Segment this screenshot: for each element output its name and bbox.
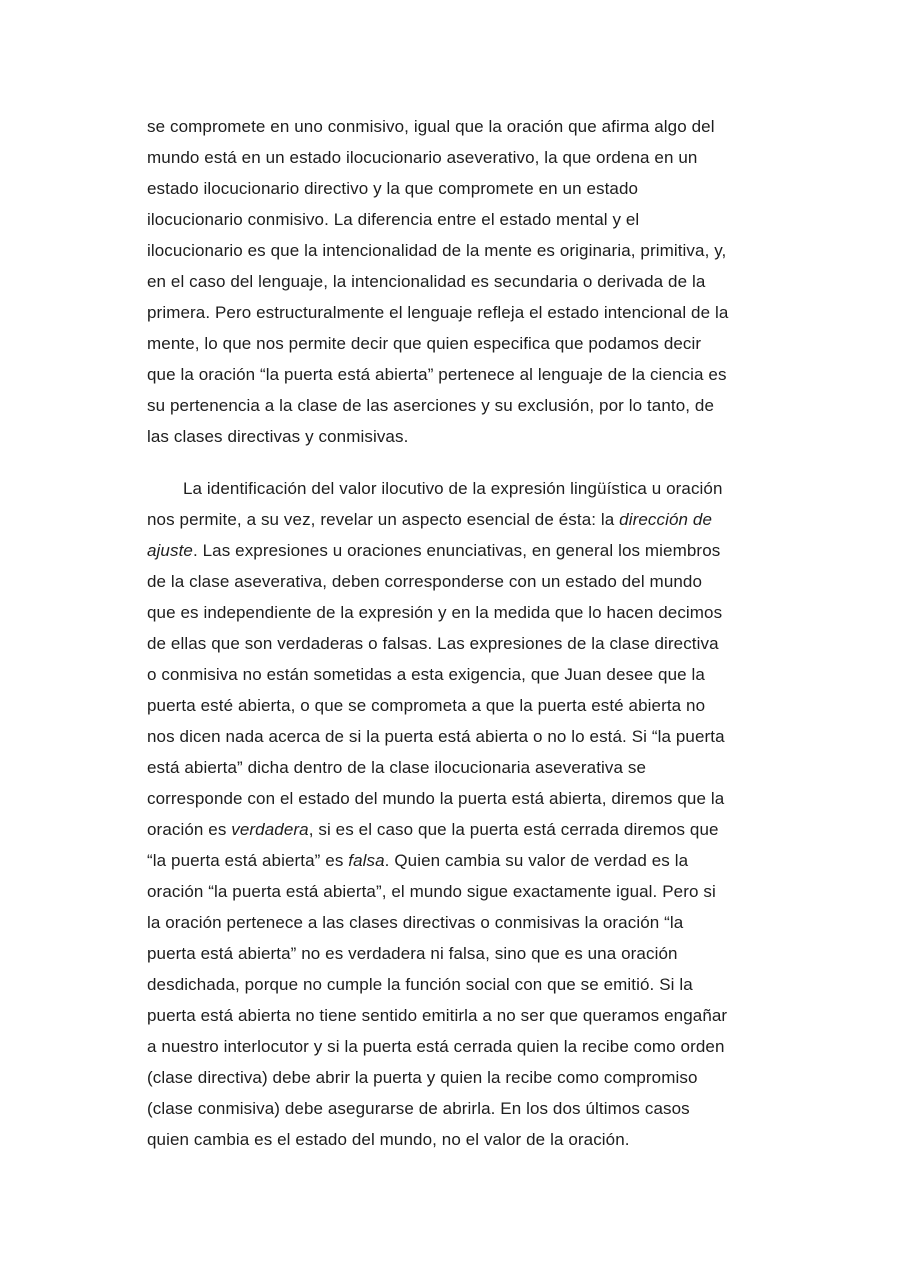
text-line xyxy=(147,535,807,566)
text-line xyxy=(147,938,807,969)
text-segment: puerta está abierta” no es verdadera ni falsa, sino que es una oración xyxy=(147,944,678,963)
text-line xyxy=(147,1062,807,1093)
text-segment: se compromete en uno conmisivo, igual que la oración que afirma algo del xyxy=(147,117,715,136)
text-segment: . Las expresiones u oraciones enunciativas, en general los miembros xyxy=(192,541,721,560)
text-segment: corresponde con el estado del mundo la puerta está abierta, diremos que la xyxy=(147,789,725,808)
text-segment: estado ilocucionario directivo y la que compromete en un estado xyxy=(147,179,639,198)
text-segment: desdichada, porque no cumple la función social con que se emitió. Si la xyxy=(147,975,693,994)
paragraph-2 xyxy=(147,473,807,1155)
text-line xyxy=(147,204,807,235)
text-segment: primera. Pero estructuralmente el lenguaje refleja el estado intencional de la xyxy=(147,303,729,322)
text-line xyxy=(147,111,807,142)
text-line xyxy=(147,783,807,814)
text-line xyxy=(147,421,807,452)
text-segment: de la clase aseverativa, deben corresponderse con un estado del mundo xyxy=(147,572,703,591)
text-line xyxy=(147,597,807,628)
text-segment: las clases directivas y conmisivas. xyxy=(147,427,409,446)
text-segment: La identificación del valor ilocutivo de la expresión lingüística u oración xyxy=(183,479,723,498)
text-line xyxy=(147,566,807,597)
text-segment: puerta esté abierta, o que se comprometa a que la puerta esté abierta no xyxy=(147,696,706,715)
text-segment: oración es xyxy=(147,820,232,839)
text-line xyxy=(147,173,807,204)
text-segment: la oración pertenece a las clases directivas o conmisivas la oración “la xyxy=(147,913,684,932)
text-line xyxy=(147,628,807,659)
text-line xyxy=(147,297,807,328)
text-line xyxy=(147,359,807,390)
text-line xyxy=(147,266,807,297)
text-line xyxy=(147,235,807,266)
text-line xyxy=(147,1000,807,1031)
text-line xyxy=(147,1124,807,1155)
text-line xyxy=(147,845,807,876)
text-segment: de ellas que son verdaderas o falsas. Las expresiones de la clase directiva xyxy=(147,634,719,653)
text-segment: está abierta” dicha dentro de la clase ilocucionaria aseverativa se xyxy=(147,758,647,777)
text-segment: nos dicen nada acerca de si la puerta está abierta o no lo está. Si “la puerta xyxy=(147,727,725,746)
text-segment: puerta está abierta no tiene sentido emitirla a no ser que queramos engañar xyxy=(147,1006,728,1025)
text-line xyxy=(147,142,807,173)
text-line xyxy=(147,814,807,845)
text-segment: que la oración “la puerta está abierta” pertenece al lenguaje de la ciencia es xyxy=(147,365,727,384)
text-line xyxy=(147,473,807,504)
text-line xyxy=(147,1093,807,1124)
text-segment: . Quien cambia su valor de verdad es la xyxy=(384,851,689,870)
text-segment: oración “la puerta está abierta”, el mundo sigue exactamente igual. Pero si xyxy=(147,882,716,901)
italic-text-segment: verdadera xyxy=(231,820,309,839)
text-segment: mente, lo que nos permite decir que quien especifica que podamos decir xyxy=(147,334,702,353)
text-segment: su pertenencia a la clase de las aserciones y su exclusión, por lo tanto, de xyxy=(147,396,715,415)
text-segment: a nuestro interlocutor y si la puerta está cerrada quien la recibe como orden xyxy=(147,1037,725,1056)
text-line xyxy=(147,659,807,690)
text-segment: nos permite, a su vez, revelar un aspecto esencial de ésta: la xyxy=(147,510,620,529)
text-line xyxy=(147,328,807,359)
text-segment: ilocucionario conmisivo. La diferencia entre el estado mental y el xyxy=(147,210,640,229)
text-segment: (clase conmisiva) debe asegurarse de abrirla. En los dos últimos casos xyxy=(147,1099,690,1118)
text-segment: ilocucionario es que la intencionalidad de la mente es originaria, primitiva, y, xyxy=(147,241,727,260)
text-segment: (clase directiva) debe abrir la puerta y quien la recibe como compromiso xyxy=(147,1068,698,1087)
italic-text-segment: dirección de xyxy=(619,510,713,529)
document-text xyxy=(147,111,807,1155)
text-segment: , si es el caso que la puerta está cerrada diremos que xyxy=(308,820,719,839)
text-segment: o conmisiva no están sometidas a esta exigencia, que Juan desee que la xyxy=(147,665,705,684)
text-line xyxy=(147,752,807,783)
paragraph-1 xyxy=(147,111,807,452)
text-line xyxy=(147,969,807,1000)
text-segment: que es independiente de la expresión y en la medida que lo hacen decimos xyxy=(147,603,723,622)
text-line xyxy=(147,690,807,721)
italic-text-segment: falsa xyxy=(348,851,385,870)
text-line xyxy=(147,876,807,907)
italic-text-segment: ajuste xyxy=(147,541,193,560)
text-segment: mundo está en un estado ilocucionario aseverativo, la que ordena en un xyxy=(147,148,698,167)
text-line xyxy=(147,1031,807,1062)
text-line xyxy=(147,721,807,752)
text-segment: quien cambia es el estado del mundo, no el valor de la oración. xyxy=(147,1130,630,1149)
text-line xyxy=(147,390,807,421)
text-line xyxy=(147,504,807,535)
text-line xyxy=(147,907,807,938)
text-segment: en el caso del lenguaje, la intencionalidad es secundaria o derivada de la xyxy=(147,272,706,291)
text-segment: “la puerta está abierta” es xyxy=(147,851,349,870)
